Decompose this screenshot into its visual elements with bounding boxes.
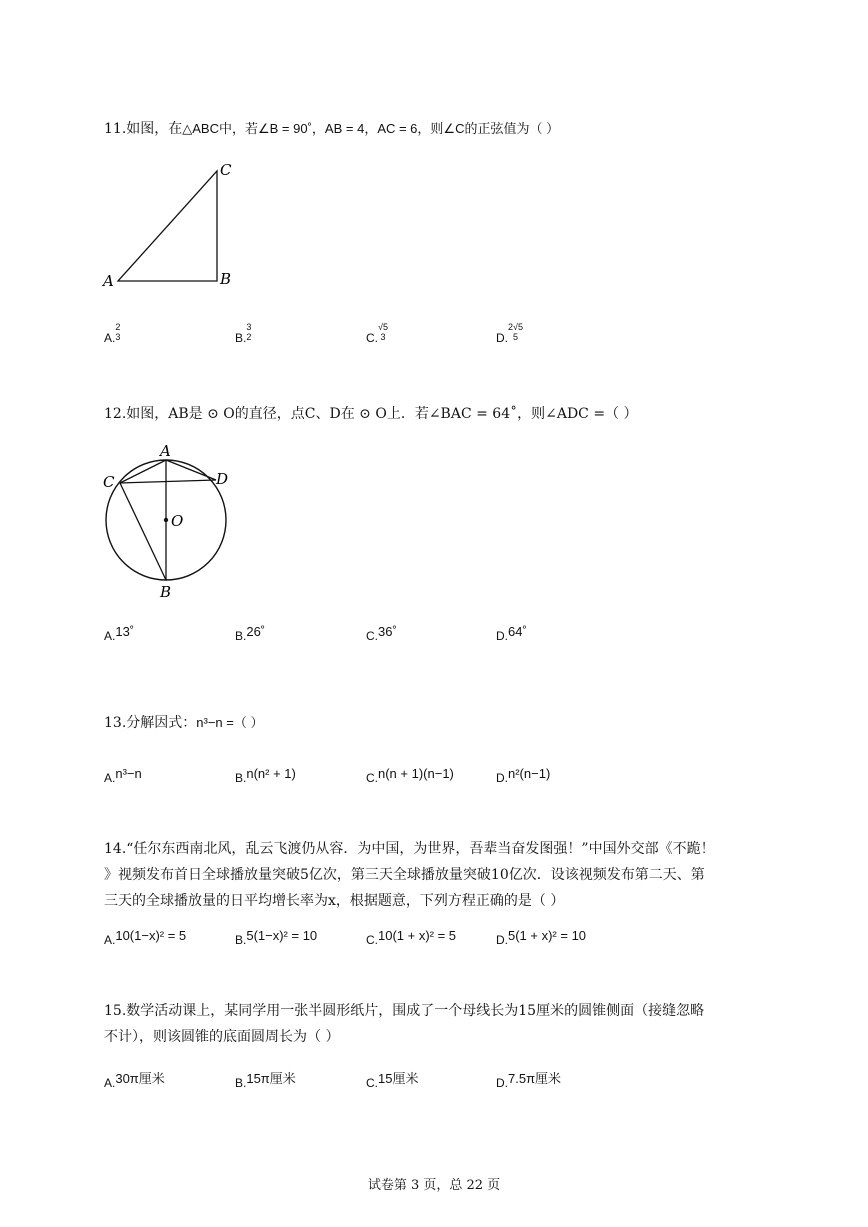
q14-option-b[interactable]: B.5(1−x)² = 10 — [235, 928, 318, 947]
fraction: √5 3 — [378, 322, 388, 342]
triangle-symbol: △ — [182, 121, 193, 136]
q13-expression: n³−n =（ ） — [196, 715, 264, 730]
q12-options — [104, 624, 664, 654]
q13-option-b[interactable]: B.n(n² + 1) — [235, 766, 296, 785]
chord-ca — [120, 460, 166, 483]
q13-stem: 13.分解因式：n³−n =（ ） — [104, 715, 264, 731]
q12-circle-figure — [98, 440, 248, 605]
q14-line: 14.“任尔东西南北风，乱云飞渡仍从容．为中国，为世界，吾辈当奋发图强！”中国外交部《不跪！ — [104, 841, 715, 857]
q14-line: 三天的全球播放量的日平均增长率为x，根据题意，下列方程正确的是（ ） — [104, 893, 565, 909]
triangle-abc — [118, 171, 217, 281]
q15-line: 不计），则该圆锥的底面圆周长为（ ） — [104, 1029, 340, 1045]
label-a: A — [103, 272, 114, 290]
q12-option-a[interactable]: A.13˚ — [104, 624, 135, 643]
label-a: A — [160, 442, 171, 460]
q11-stem — [104, 118, 559, 140]
fraction: 2 3 — [115, 322, 121, 342]
q15-options — [104, 1072, 664, 1098]
label-o: O — [171, 512, 184, 530]
label-b: B — [220, 270, 232, 288]
label-b: B — [160, 583, 172, 601]
q12-option-c[interactable]: C.36˚ — [366, 624, 397, 643]
fraction: 2√5 5 — [508, 322, 523, 342]
q13-options — [104, 766, 664, 796]
q13-option-a[interactable]: A.n³−n — [104, 766, 142, 785]
q11-triangle-figure — [98, 158, 248, 293]
label-c: C — [220, 161, 232, 179]
q12-stem: 12.如图，AB是 ⊙ O的直径，点C、D在 ⊙ O上．若∠BAC = 64˚，则∠ADC =（ ） — [104, 406, 638, 422]
q11-stem-prefix: 11.如图，在 — [104, 121, 183, 137]
q14-option-d[interactable]: D.5(1 + x)² = 10 — [496, 928, 587, 947]
label-c: C — [103, 473, 115, 491]
chord-ad — [166, 460, 216, 480]
q14-stem — [104, 836, 764, 914]
q15-option-a[interactable]: A.30π厘米 — [104, 1071, 165, 1090]
center-point — [164, 518, 168, 522]
q14-line: 》视频发布首日全球播放量突破5亿次，第三天全球播放量突破10亿次．设该视频发布第二天、第 — [104, 867, 705, 883]
q11-option-c[interactable]: C. √5 3 — [366, 322, 388, 345]
q15-stem — [104, 998, 764, 1050]
label-d: D — [216, 470, 229, 488]
page-footer: 试卷第 3 页，总 22 页 — [367, 1178, 501, 1193]
q13-option-c[interactable]: C.n(n + 1)(n−1) — [366, 766, 454, 785]
q15-option-d[interactable]: D.7.5π厘米 — [496, 1071, 562, 1090]
q13-option-d[interactable]: D.n²(n−1) — [496, 766, 551, 785]
q15-option-c[interactable]: C.15厘米 — [366, 1071, 419, 1090]
q14-option-c[interactable]: C.10(1 + x)² = 5 — [366, 928, 457, 947]
q11-option-d[interactable]: D. 2√5 5 — [496, 322, 523, 345]
q11-options — [104, 312, 664, 345]
q11-option-b[interactable]: B. 3 2 — [235, 322, 252, 345]
q15-line: 15.数学活动课上，某同学用一张半圆形纸片，围成了一个母线长为15厘米的圆锥侧面（接缝忽略 — [104, 1003, 705, 1019]
q15-option-b[interactable]: B.15π厘米 — [235, 1071, 296, 1090]
chord-cd — [120, 480, 216, 483]
q12-option-d[interactable]: D.64˚ — [496, 624, 527, 643]
q14-options — [104, 928, 664, 958]
q14-option-a[interactable]: A.10(1−x)² = 5 — [104, 928, 187, 947]
q11-stem-rest: ABC中，若∠B = 90˚，AB = 4，AC = 6，则∠C的正弦值为（ ） — [192, 121, 560, 136]
q11-option-a[interactable]: A. 2 3 — [104, 322, 121, 345]
fraction: 3 2 — [246, 322, 252, 342]
q12-option-b[interactable]: B.26˚ — [235, 624, 266, 643]
